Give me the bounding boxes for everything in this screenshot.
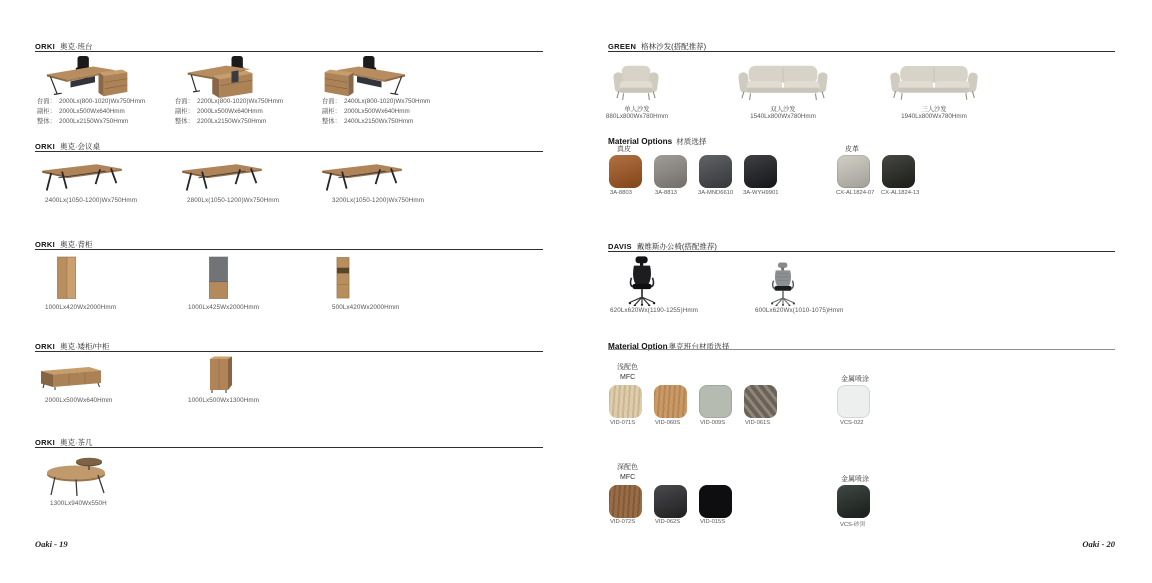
swatch-code: 3A-8813 — [655, 190, 677, 196]
office-chair-image-1 — [619, 256, 665, 306]
brand-label: DAVIS — [608, 242, 632, 251]
section-header-tea-table — [35, 432, 93, 447]
section-divider — [35, 51, 543, 52]
swatch-code: VID-061S — [745, 420, 771, 426]
spec-label: 台面： — [175, 98, 194, 105]
section-title: 奥克·背柜 — [59, 240, 93, 249]
cabinet-spec-3: 500Lx420Wx2000Hmm — [332, 304, 400, 311]
swatch-pu-2 — [882, 155, 915, 188]
chair-spec-1: 620Lx620Wx(1190-1255)Hmm — [610, 307, 699, 314]
spec-value: 2000Lx2150Wx750Hmm — [59, 118, 129, 125]
conference-spec-1: 2400Lx(1050-1200)Wx750Hmm — [45, 197, 138, 204]
swatch-mfc-light-4 — [744, 385, 777, 418]
section-divider — [35, 447, 543, 448]
swatch-code: 3A-8803 — [610, 190, 632, 196]
sofa-triple-label: 三人沙发 — [921, 106, 947, 113]
spec-value: 2200Lx(800-1020)Wx750Hmm — [197, 98, 284, 105]
swatch-mfc-dark-3 — [699, 485, 732, 518]
spec-value: 2400Lx(800-1020)Wx750Hmm — [344, 98, 431, 105]
spec-value: 2200Lx2150Wx750Hmm — [197, 118, 267, 125]
swatch-mfc-dark-1 — [609, 485, 642, 518]
section-title: 奥克·茶几 — [59, 438, 93, 447]
section-title: 奥克·矮柜/中柜 — [59, 342, 110, 351]
conference-spec-2: 2800Lx(1050-1200)Wx750Hmm — [187, 197, 280, 204]
swatch-code: VID-071S — [610, 420, 636, 426]
spec-value: 2000Lx500Wx640Hmm — [344, 108, 410, 115]
section-divider — [608, 349, 1115, 350]
section-header-back-cabinets — [35, 234, 93, 249]
dark-metal-label: 金属喷涂 — [841, 476, 869, 483]
desk-spec-1 — [37, 97, 145, 127]
swatch-leather-3 — [699, 155, 732, 188]
spec-label: 副柜： — [175, 108, 194, 115]
swatch-mfc-dark-2 — [654, 485, 687, 518]
desk-image-2 — [186, 56, 270, 98]
brand-label: ORKI — [35, 438, 55, 447]
section-header-desks — [35, 36, 93, 51]
lowcab-spec-2: 1000Lx500Wx1300Hmm — [188, 397, 260, 404]
swatch-code: VID-015S — [700, 519, 726, 525]
swatch-mfc-light-1 — [609, 385, 642, 418]
swatch-code: CX-AL1824-07 — [836, 190, 875, 196]
light-mfc-label: MFC — [620, 374, 636, 381]
section-header-low-cabinets — [35, 336, 110, 351]
cabinet-spec-1: 1000Lx420Wx2000Hmm — [45, 304, 117, 311]
pu-group-label: 皮革 — [845, 146, 859, 153]
desk-material-title-cn: 奥克班台材质选择 — [668, 342, 730, 351]
spec-label: 台面： — [37, 98, 56, 105]
section-divider — [35, 351, 543, 352]
section-divider — [608, 51, 1115, 52]
section-title: 奥克·班台 — [59, 42, 93, 51]
spec-label: 整体： — [175, 118, 194, 125]
spec-value: 2400Lx2150Wx750Hmm — [344, 118, 414, 125]
swatch-mfc-light-2 — [654, 385, 687, 418]
section-header-green-sofa — [608, 36, 707, 51]
spec-label: 副柜： — [37, 108, 56, 115]
swatch-leather-1 — [609, 155, 642, 188]
desk-spec-3 — [322, 97, 430, 127]
desk-image-3 — [322, 56, 406, 98]
section-divider — [35, 249, 543, 250]
spec-label: 台面： — [322, 98, 341, 105]
conference-table-image-1 — [38, 157, 126, 195]
mid-cabinet-image — [207, 355, 233, 395]
chair-spec-2: 600Lx620Wx(1010-1075)Hmm — [755, 307, 844, 314]
cabinet-image-1 — [56, 256, 77, 300]
swatch-code: VCS-砂黑 — [840, 522, 866, 528]
swatch-code: CX-AL1824-13 — [881, 190, 920, 196]
swatch-code: VID-062S — [655, 519, 681, 525]
conference-table-image-3 — [318, 157, 406, 195]
cabinet-spec-2: 1000Lx425Wx2000Hmm — [188, 304, 260, 311]
spec-label: 副柜： — [322, 108, 341, 115]
dark-mfc-label: MFC — [620, 474, 636, 481]
page-number-right: Oaki - 20 — [1082, 539, 1115, 549]
sofa-single-image — [611, 60, 661, 102]
desk-image-1 — [46, 56, 130, 98]
swatch-code: VID-072S — [610, 519, 636, 525]
conference-table-image-2 — [178, 157, 266, 195]
swatch-metal-dark — [837, 485, 870, 518]
light-scheme-label: 浅配色 — [617, 364, 638, 371]
swatch-leather-4 — [744, 155, 777, 188]
desk-material-title-en: Material Option — [608, 342, 668, 351]
section-header-conference — [35, 136, 100, 151]
sofa-single-label: 单人沙发 — [624, 106, 650, 113]
material-options-title-cn: 材质选择 — [676, 137, 707, 146]
section-divider — [35, 151, 543, 152]
sofa-single-spec: 880Lx800Wx780Hmm — [605, 113, 669, 120]
swatch-mfc-light-3 — [699, 385, 732, 418]
swatch-metal-light — [837, 385, 870, 418]
sofa-double-spec: 1540Lx800Wx780Hmm — [750, 113, 816, 120]
brand-label: ORKI — [35, 42, 55, 51]
page-number-left: Oaki - 19 — [35, 539, 68, 549]
swatch-code: 3A-WYH9901 — [743, 190, 779, 196]
spec-label: 整体： — [322, 118, 341, 125]
brand-label: ORKI — [35, 342, 55, 351]
spec-value: 2000Lx500Wx640Hmm — [59, 108, 125, 115]
section-title: 格林沙发(搭配推荐) — [641, 42, 707, 51]
spec-label: 整体： — [37, 118, 56, 125]
tea-table-image — [45, 453, 115, 499]
swatch-code: VID-060S — [655, 420, 681, 426]
credenza-image — [40, 364, 102, 390]
swatch-code: VID-009S — [700, 420, 726, 426]
swatch-pu-1 — [837, 155, 870, 188]
spec-value: 2000Lx500Wx640Hmm — [197, 108, 263, 115]
light-metal-label: 金属喷涂 — [841, 376, 869, 383]
sofa-triple-image — [889, 60, 979, 102]
brand-label: ORKI — [35, 240, 55, 249]
spec-value: 2000Lx(800-1020)Wx750Hmm — [59, 98, 146, 105]
section-title: 奥克·会议桌 — [59, 142, 100, 151]
swatch-leather-2 — [654, 155, 687, 188]
office-chair-image-2 — [762, 261, 804, 306]
cabinet-image-2 — [208, 256, 229, 300]
brand-label: GREEN — [608, 42, 637, 51]
sofa-double-label: 双人沙发 — [770, 106, 796, 113]
sofa-double-image — [736, 60, 830, 102]
conference-spec-3: 3200Lx(1050-1200)Wx750Hmm — [332, 197, 425, 204]
section-title: 戴维斯办公椅(搭配推荐) — [636, 242, 717, 251]
section-divider — [608, 251, 1115, 252]
section-header-davis-chair — [608, 236, 717, 251]
sofa-triple-spec: 1940Lx800Wx780Hmm — [901, 113, 967, 120]
brand-label: ORKI — [35, 142, 55, 151]
lowcab-spec-1: 2000Lx500Wx640Hmm — [45, 397, 113, 404]
swatch-code: 3A-MND6610 — [698, 190, 734, 196]
desk-spec-2 — [175, 97, 283, 127]
tea-table-spec: 1300Lx940Wx550H — [50, 500, 107, 507]
cabinet-image-3 — [336, 256, 350, 300]
material-options-title-en: Material Options — [608, 137, 673, 146]
desk-material-heading — [608, 336, 729, 354]
leather-group-label: 真皮 — [617, 146, 631, 153]
dark-scheme-label: 深配色 — [617, 464, 638, 471]
swatch-code: VCS-022 — [840, 420, 864, 426]
